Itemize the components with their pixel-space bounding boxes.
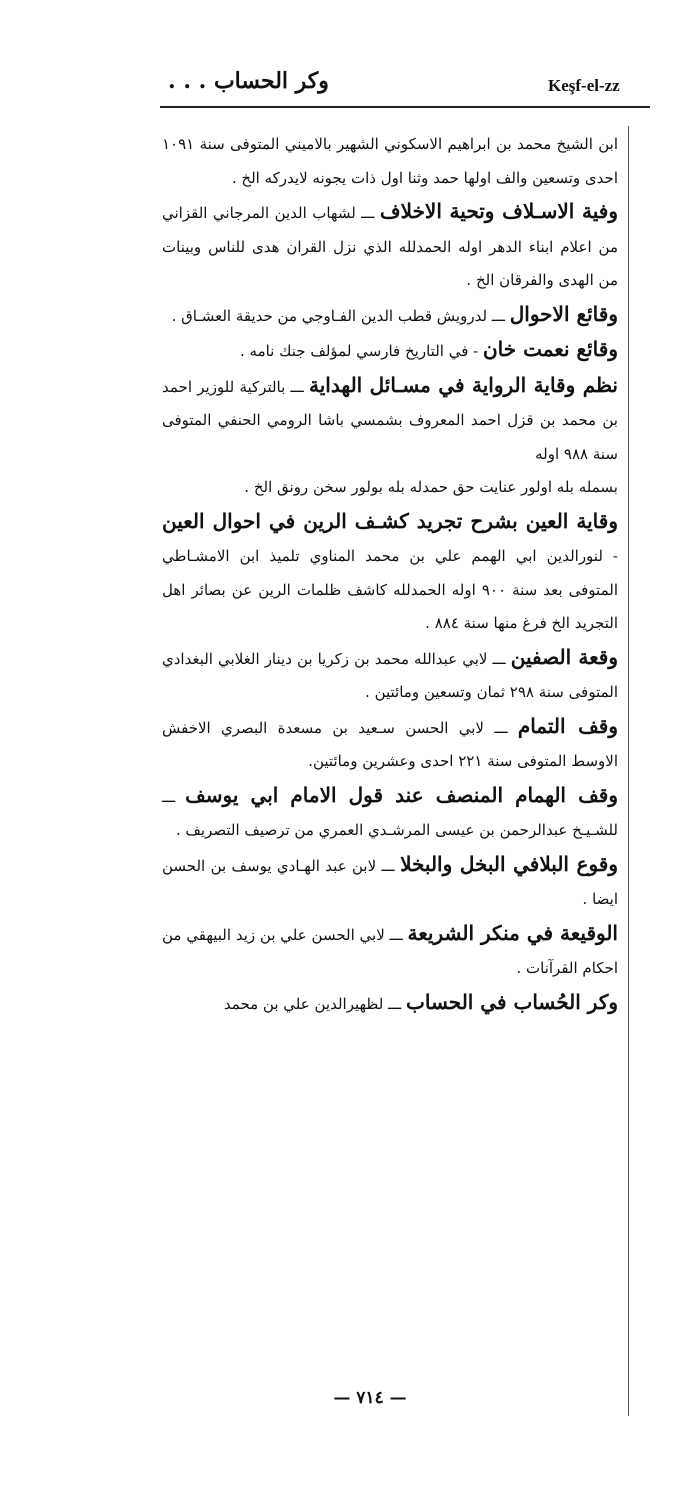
entry-paragraph [162,710,618,779]
entry-paragraph [162,641,618,710]
entry-text: ـــ لشهاب الدين المرجاني القزاني من اعلام ابناء الدهر اوله الحمدلله الذي نزل القران هدى للناس وبينات من الهدى والفرقان الخ . [162,204,618,289]
entry-paragraph [162,848,618,917]
running-header-title: وكر الحساب . . . [168,68,329,94]
entry-text: ـــ للشـيـخ عبدالرحمن بن عيسى المرشـدي العمري من ترصيف التصريف . [162,787,618,839]
entry-paragraph [162,779,618,848]
entry-title: وفية الاسـلاف وتحية الاخلاف [379,199,618,223]
entry-paragraph [162,471,618,505]
entry-paragraph [162,986,618,1022]
entry-text: بسمله بله اولور عنايت حق حمدله بله بولور سخن رونق الخ . [244,478,618,496]
entry-title: وقوع البلافي البخل والبخلا [400,851,619,876]
entry-title: الوقيعة في منكر الشريعة [407,920,618,945]
entry-title: وقف الهمام المنصف عند قول الامام ابي يوسف [185,782,618,807]
entry-paragraph [162,128,618,195]
entry-title: وكر الحُساب في الحساب [406,989,618,1014]
entry-text: ـــ لدرويش قطب الدين الفـاوجي من حديقة العشـاق . [171,306,510,325]
page-number: — ٧١٤ — [333,1388,407,1408]
entry-paragraph [162,195,618,298]
entry-text: - لنورالدين ابي الهمم علي بن محمد المناوي تلميذ ابن الامشـاطي المتوفى بعد سنة ٩٠٠ اوله الحمدلله كاشف ظلمات الرين عن بصائر اهل التجريد الخ فرغ منها سنة ٨٨٤ . [162,547,618,632]
entry-text: - في التاريخ فارسي لمؤلف جنك نامه . [239,342,483,360]
entry-title: وقائع نعمت خان [482,337,618,361]
margin-rule [628,126,629,1416]
entry-paragraph [162,333,618,369]
entry-text: ابن الشيخ محمد بن ابراهيم الاسكوني الشهير بالاميني المتوفى سنة ١٠٩١ احدى وتسعين والف اولها حمد وثنا اول ذات يجونه لايدركه الخ . [162,135,618,187]
entry-paragraph [162,505,618,641]
entry-text: ـــ لظهيرالدين علي بن محمد [223,994,407,1013]
entry-text: ـــ بالتركية للوزير احمد بن محمد بن قزل احمد المعروف بشمسي باشا الرومي الحنفي المتوفى سنة ٩٨٨ اوله [162,377,618,463]
entry-title: وقعة الصفين [510,644,618,669]
entry-text: ـــ لابي عبدالله محمد بن زكريا بن دينار الغلابي البغدادي المتوفى سنة ٢٩٨ ثمان وتسعين ومائتين . [162,649,618,701]
entry-text: ـــ لابن عبد الهـادي يوسف بن الحسن ايضا . [162,856,618,908]
entry-title: وقائع الاحوال [509,301,618,326]
entry-text: ـــ لابي الحسن علي بن زيد البيهقي من احكام القرآنات . [162,925,618,977]
entry-paragraph [162,917,618,986]
header-divider [160,106,650,108]
entry-title: نظم وقاية الرواية في مسـائل الهداية [309,372,618,397]
entry-title: وقف التمام [517,713,618,738]
entry-text: ـــ لابي الحسن سـعيد بن مسعدة البصري الاخفش الاوسط المتوفى سنة ٢٢١ احدى وعشرين ومائتين. [162,718,618,770]
entry-paragraph [162,369,618,472]
book-title: Keşf-el-zz [548,76,620,95]
entry-title: وقاية العين بشرح تجريد كشـف الرين في احوال العين [162,508,618,533]
entry-paragraph [162,298,618,334]
page-body [162,128,618,1021]
